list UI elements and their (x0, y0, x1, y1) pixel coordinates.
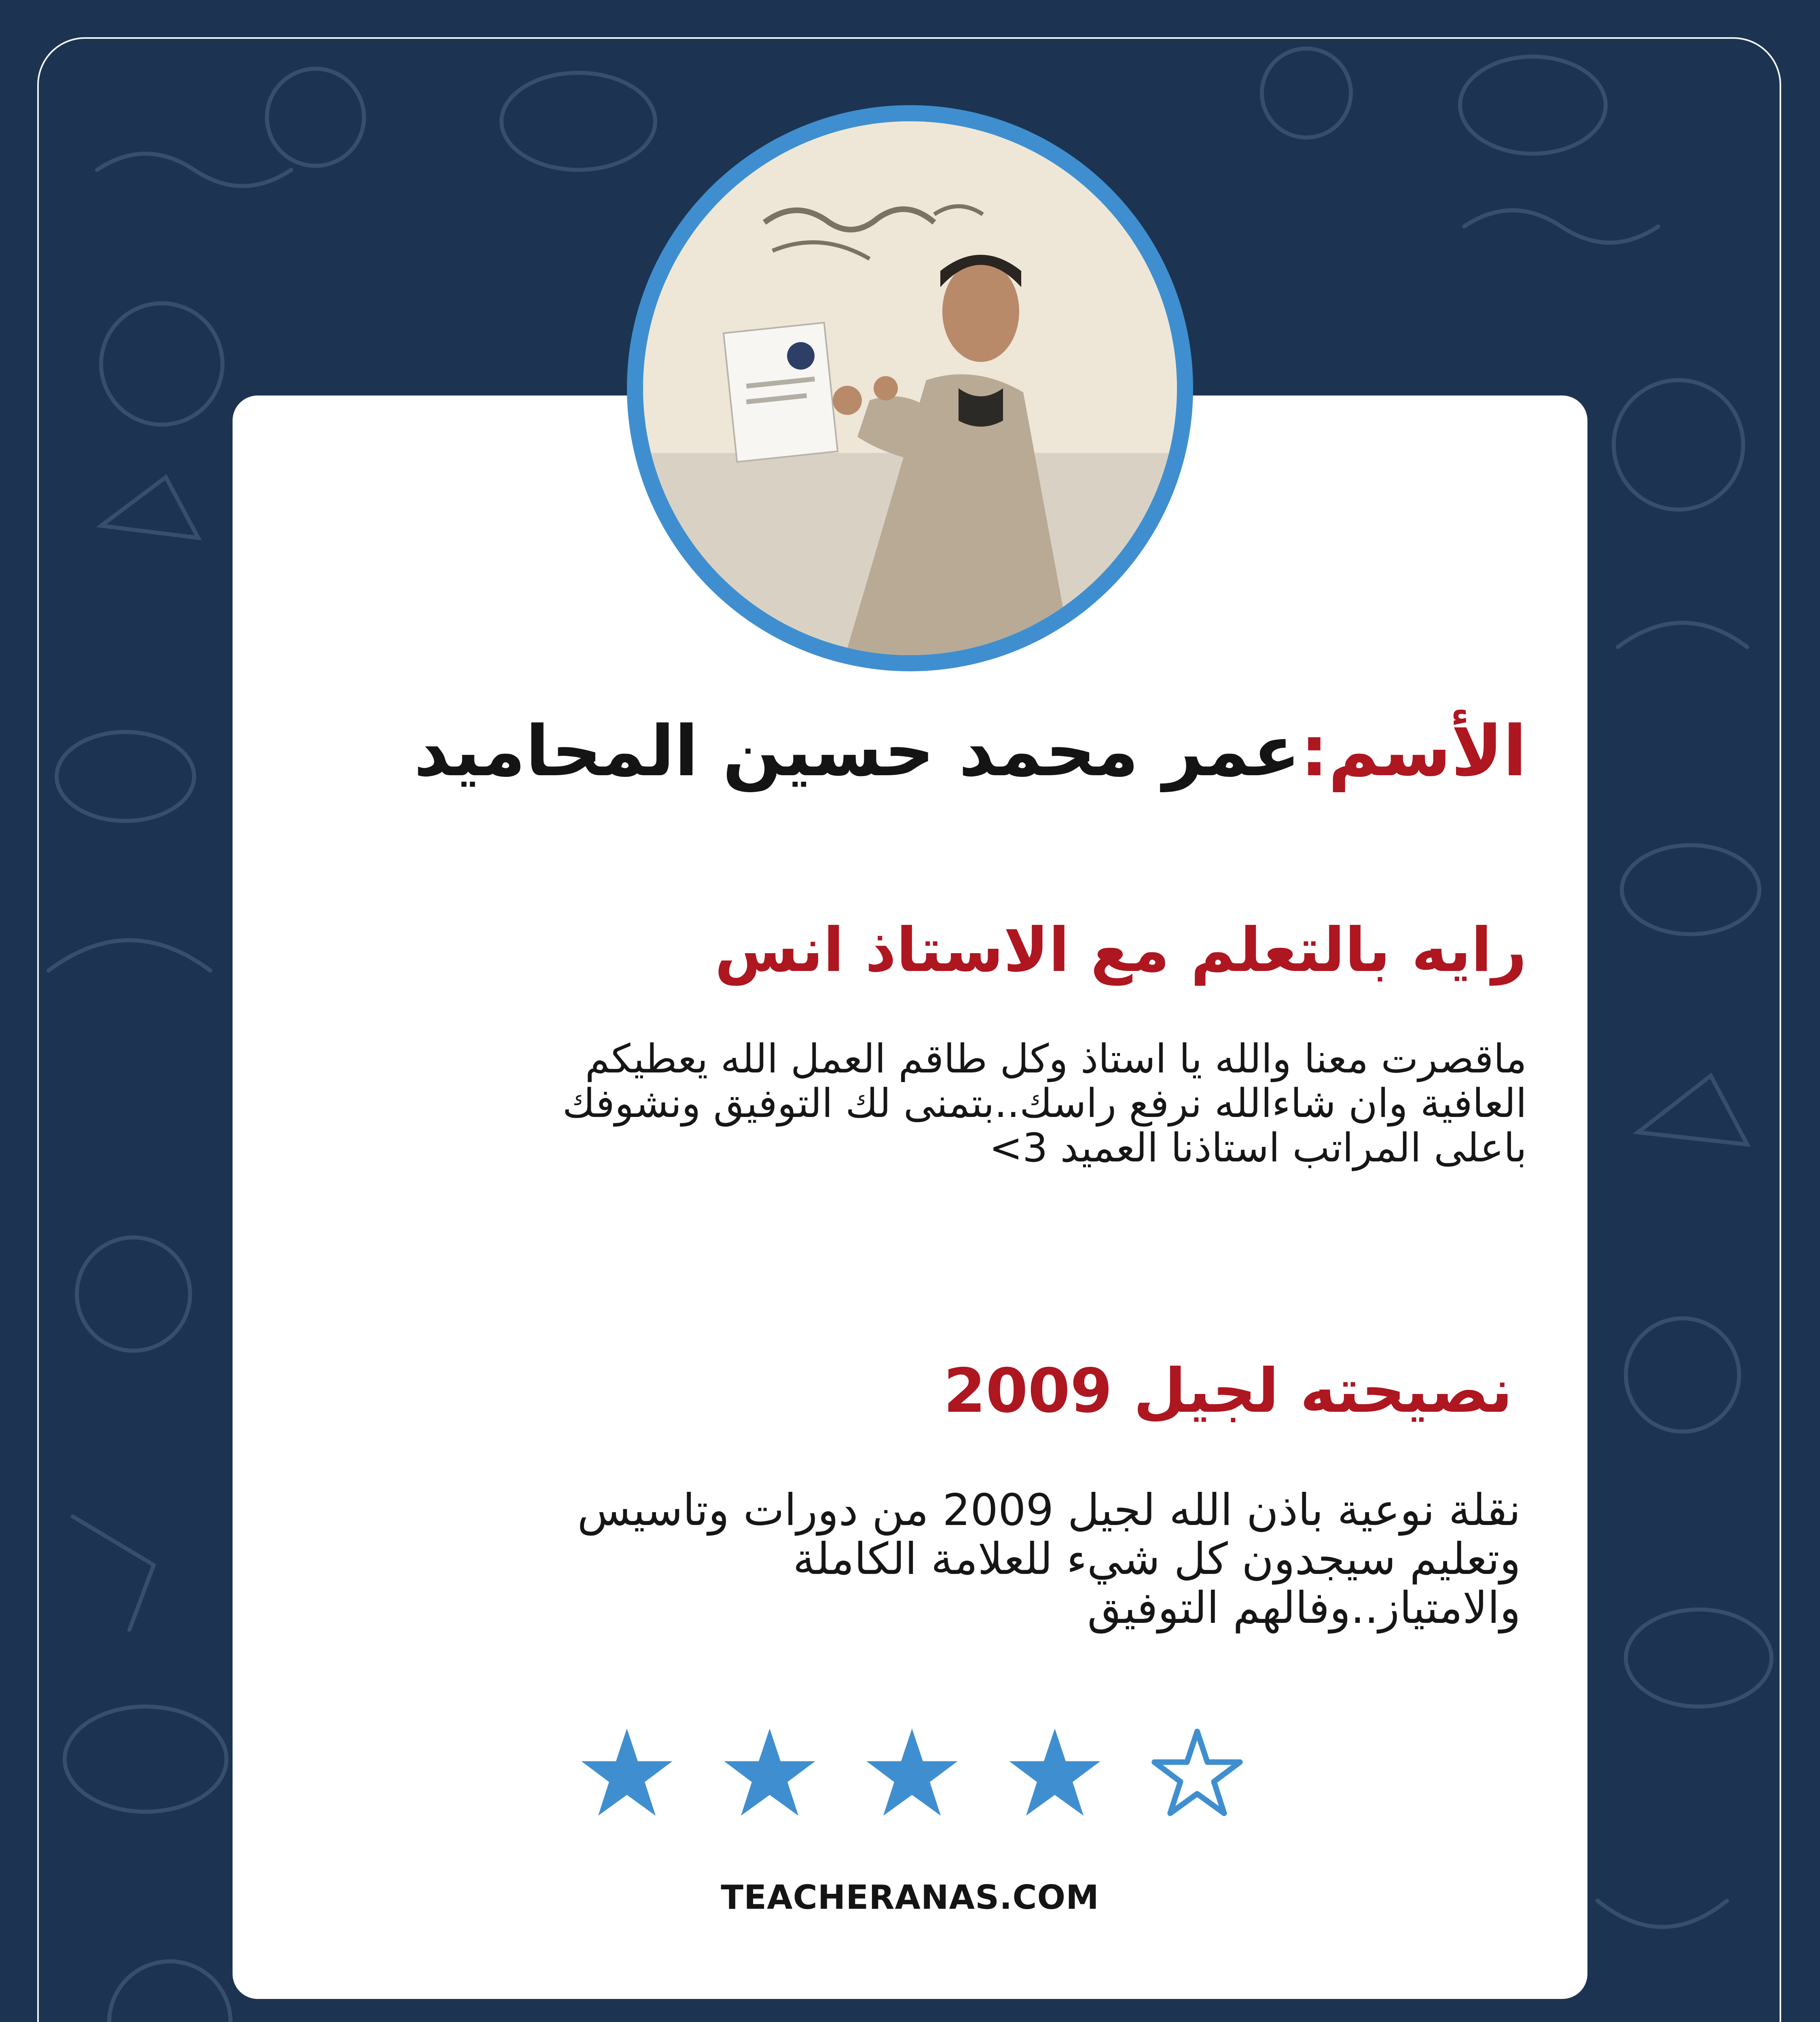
student-name: عمر محمد حسين المحاميد (414, 711, 1301, 792)
opinion-heading: رايه بالتعلم مع الاستاذ انس (715, 915, 1527, 986)
star-icon (1151, 1727, 1244, 1820)
advice-text (413, 1486, 1521, 1633)
student-name-line (414, 710, 1527, 793)
advice-heading: نصيحته لجيل 2009 (943, 1356, 1513, 1426)
advice-line: وتعليم سيجدون كل شيء للعلامة الكاملة (793, 1533, 1521, 1584)
star-rating (580, 1727, 1244, 1820)
star-icon (580, 1727, 673, 1820)
opinion-line: العافية وان شاءالله نرفع راسك..بتمنى لك التوفيق ونشوفك (562, 1080, 1527, 1127)
student-photo (643, 121, 1177, 655)
star-icon (1008, 1727, 1101, 1820)
avatar (643, 121, 1177, 655)
advice-line: نقلة نوعية باذن الله لجيل 2009 من دورات وتاسيس (577, 1485, 1521, 1536)
website-url: TEACHERANAS.COM (721, 1878, 1099, 1917)
opinion-line: ماقصرت معنا والله يا استاذ وكل طاقم العمل الله يعطيكم (585, 1036, 1527, 1082)
name-label: الأسم: (1300, 711, 1527, 792)
star-icon (866, 1727, 959, 1820)
opinion-text (419, 1037, 1527, 1170)
advice-line: والامتياز..وفالهم التوفيق (1087, 1582, 1521, 1633)
opinion-line: باعلى المراتب استاذنا العميد 3> (989, 1125, 1527, 1171)
star-icon (723, 1727, 816, 1820)
